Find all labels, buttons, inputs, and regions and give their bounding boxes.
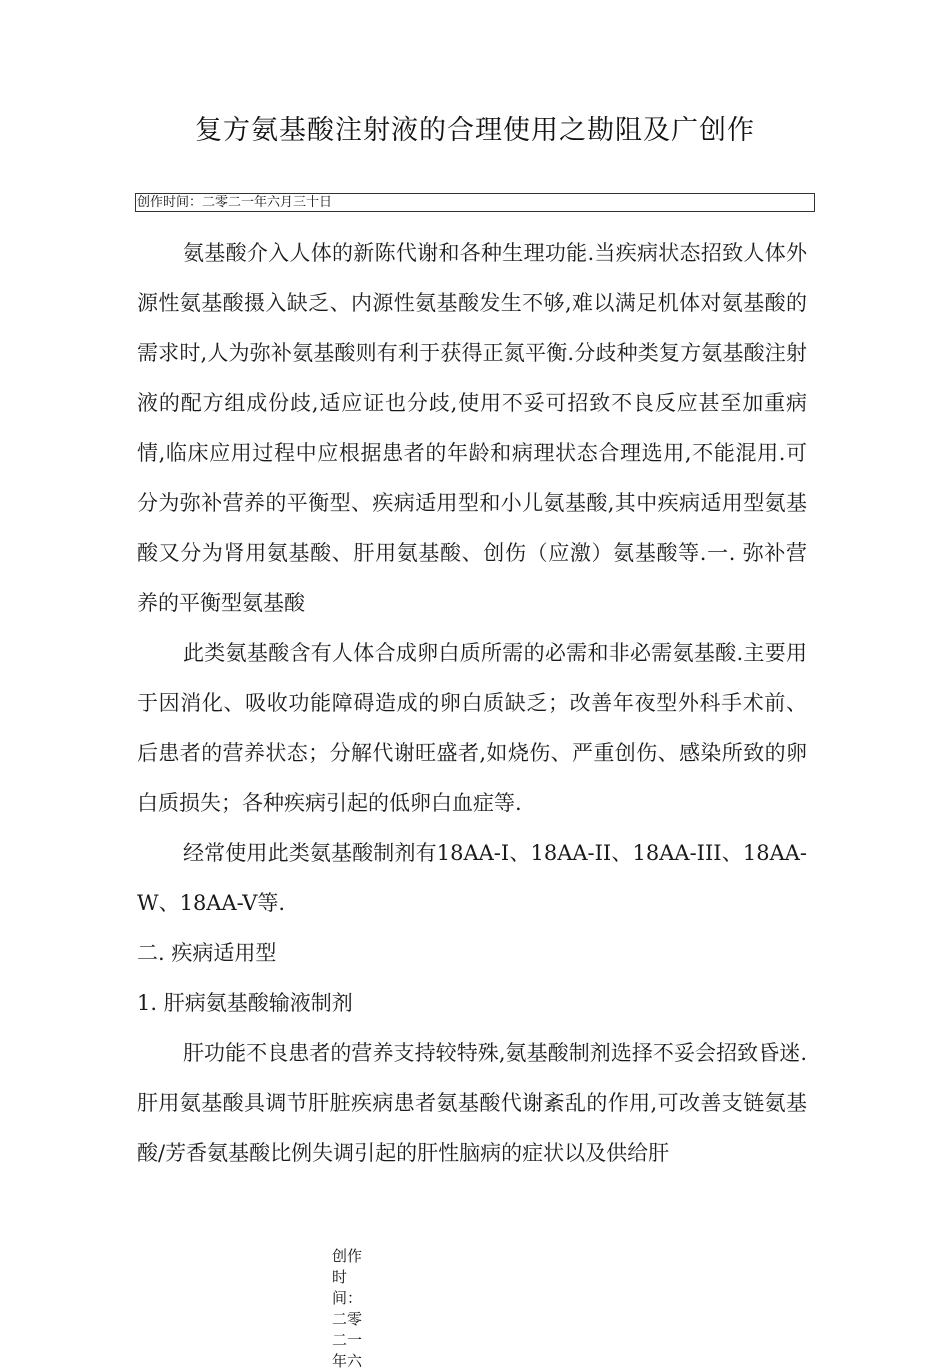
creation-time-box: 创作时间：二零二一年六月三十日 <box>135 193 815 212</box>
paragraph-balanced: 此类氨基酸含有人体合成卵白质所需的必需和非必需氨基酸.主要用于因消化、吸收功能障碍造成的卵白质缺乏；改善年夜型外科手术前、后患者的营养状态；分解代谢旺盛者,如烧伤、严重创伤、感染所致的卵白质损失；各种疾病引起的低卵白血症等. <box>137 641 807 815</box>
document-body <box>137 228 807 1178</box>
document-title: 复方氨基酸注射液的合理使用之勘阻及广创作 <box>195 115 755 146</box>
paragraph-intro: 氨基酸介入人体的新陈代谢和各种生理功能.当疾病状态招致人体外源性氨基酸摄入缺乏、内源性氨基酸发生不够,难以满足机体对氨基酸的需求时,人为弥补氨基酸则有利于获得正氮平衡.分歧种类复方氨基酸注射液的配方组成份歧,适应证也分歧,使用不妥可招致不良反应甚至加重病情,临床应用过程中应根据患者的年龄和病理状态合理选用,不能混用.可分为弥补营养的平衡型、疾病适用型和小儿氨基酸,其中疾病适用型氨基酸又分为肾用氨基酸、肝用氨基酸、创伤（应激）氨基酸等.一. 弥补营养的平衡型氨基酸 <box>137 241 807 615</box>
footer-creation-time: 创作时间：二零二一年六 <box>332 1247 363 1370</box>
paragraph-common-preparations: 经常使用此类氨基酸制剂有18AA-I、18AA-II、18AA-III、18AA-W、18AA-V等. <box>137 841 807 915</box>
paragraph-liver: 肝功能不良患者的营养支持较特殊,氨基酸制剂选择不妥会招致昏迷.肝用氨基酸具调节肝脏疾病患者氨基酸代谢紊乱的作用,可改善支链氨基酸/芳香氨基酸比例失调引起的肝性脑病的症状以及供给肝 <box>137 1041 807 1165</box>
section-heading-disease: 二. 疾病适用型 <box>137 941 277 965</box>
subsection-heading-liver: 1. 肝病氨基酸输液制剂 <box>137 991 353 1015</box>
